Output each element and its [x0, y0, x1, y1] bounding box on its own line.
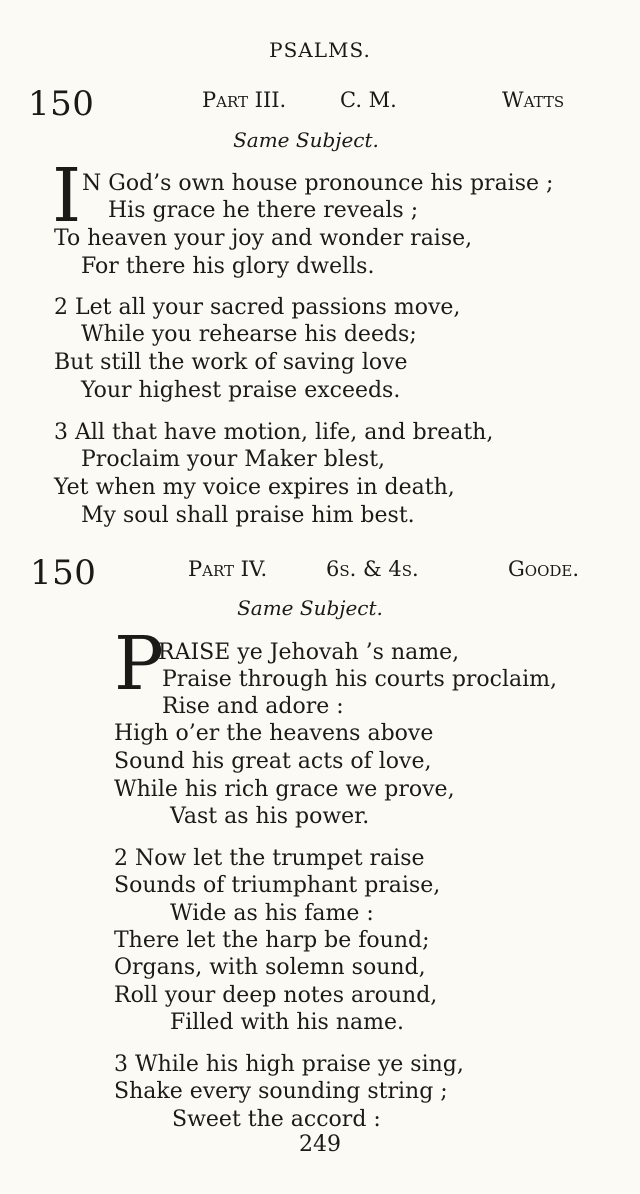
verse-line: Filled with his name.	[170, 1010, 404, 1035]
verse-line: 2 Let all your sacred passions move,	[54, 295, 461, 320]
verse-line: To heaven your joy and wonder raise,	[54, 226, 473, 251]
hymn-subject: Same Subject.	[233, 128, 379, 152]
verse-line: 2 Now let the trumpet raise	[114, 846, 425, 871]
drop-capital: I	[52, 153, 82, 239]
verse-line: Rise and adore :	[162, 694, 344, 719]
verse-line: Your highest praise exceeds.	[81, 378, 401, 403]
verse-line: Yet when my voice expires in death,	[54, 475, 455, 500]
hymn-number: 150	[28, 84, 95, 124]
drop-capital: P	[114, 621, 164, 707]
verse-line: Roll your deep notes around,	[114, 983, 438, 1008]
verse-line: There let the harp be found;	[114, 928, 430, 953]
hymn-meter: C. M.	[340, 88, 397, 112]
verse-line: 3 All that have motion, life, and breath,	[54, 420, 494, 445]
verse-line: While you rehearse his deeds;	[81, 322, 417, 347]
verse-line: While his rich grace we prove,	[114, 777, 455, 802]
verse-line: For there his glory dwells.	[81, 254, 375, 279]
verse-line: RAISE ye Jehovah ’s name,	[158, 640, 460, 665]
verse-line: Praise through his courts proclaim,	[162, 667, 558, 692]
verse-line: Shake every sounding string ;	[114, 1079, 448, 1104]
page-number: 249	[299, 1132, 341, 1157]
verse-line: Wide as his fame :	[170, 901, 374, 926]
hymn-part: Part III.	[202, 88, 287, 112]
verse-line: His grace he there reveals ;	[108, 198, 419, 223]
verse-line: Proclaim your Maker blest,	[81, 447, 386, 472]
verse-line: Sounds of triumphant praise,	[114, 873, 441, 898]
verse-line: 3 While his high praise ye sing,	[114, 1052, 464, 1077]
hymn-author: Watts	[502, 88, 565, 112]
verse-line: Vast as his power.	[170, 804, 370, 829]
verse-line: High o’er the heavens above	[114, 721, 434, 746]
verse-line: My soul shall praise him best.	[81, 503, 415, 528]
hymn-author: Goode.	[508, 557, 580, 581]
verse-line: N God’s own house pronounce his praise ;	[82, 171, 554, 196]
verse-line: But still the work of saving love	[54, 350, 408, 375]
hymn-number: 150	[30, 553, 97, 593]
verse-line: Sweet the accord :	[172, 1107, 381, 1132]
verse-line: Organs, with solemn sound,	[114, 955, 426, 980]
hymn-meter: 6s. & 4s.	[326, 557, 419, 581]
running-head: PSALMS.	[269, 38, 371, 62]
verse-line: Sound his great acts of love,	[114, 749, 432, 774]
hymn-subject: Same Subject.	[237, 596, 383, 620]
hymn-part: Part IV.	[188, 557, 268, 581]
